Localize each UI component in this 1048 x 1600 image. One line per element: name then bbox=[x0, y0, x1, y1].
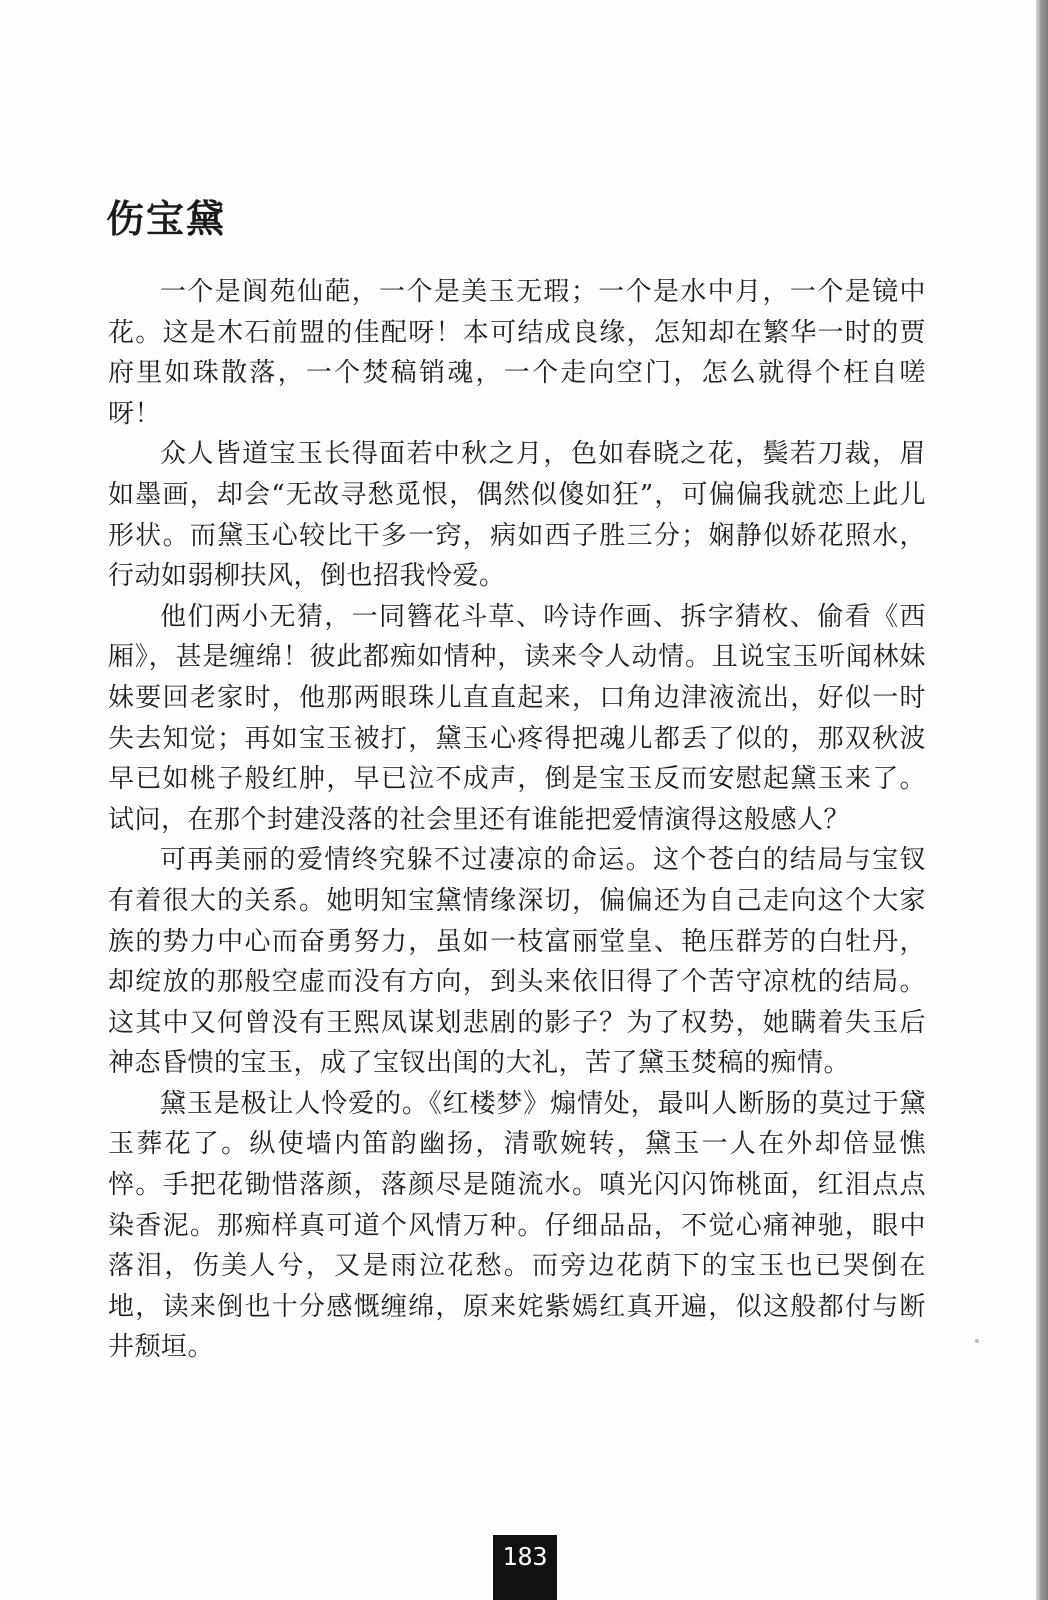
scan-speck bbox=[975, 1339, 979, 1343]
page-number: 183 bbox=[493, 1535, 557, 1600]
paragraph: 一个是阆苑仙葩，一个是美玉无瑕；一个是水中月，一个是镜中花。这是木石前盟的佳配呀！本可结成良缘，怎知却在繁华一时的贾府里如珠散落，一个焚稿销魂，一个走向空门，怎么就得个枉自嗟呀！ bbox=[108, 277, 926, 429]
paragraph: 黛玉是极让人怜爱的。《红楼梦》煽情处，最叫人断肠的莫过于黛玉葬花了。纵使墙内笛韵幽扬，清歌婉转，黛玉一人在外却倍显憔悴。手把花锄惜落颜，落颜尽是随流水。嗔光闪闪饰桃面，红泪点点染香泥。那痴样真可道个风情万种。仔细品品，不觉心痛神驰，眼中落泪，伤美人兮，又是雨泣花愁。而旁边花荫下的宝玉也已哭倒在地，读来倒也十分感慨缠绵，原来姹紫嫣红真开遍，似这般都付与断井颓垣。 bbox=[108, 1088, 926, 1363]
page-edge-shadow bbox=[1036, 0, 1048, 1600]
article-body bbox=[108, 272, 926, 1368]
paragraph: 可再美丽的爱情终究躲不过凄凉的命运。这个苍白的结局与宝钗有着很大的关系。她明知宝黛情缘深切，偏偏还为自己走向这个大家族的势力中心而奋勇努力，虽如一枝富丽堂皇、艳压群芳的白牡丹，却绽放的那般空虚而没有方向，到头来依旧得了个苦守凉枕的结局。这其中又何曾没有王熙凤谋划悲剧的影子？为了权势，她瞒着失玉后神态昏愦的宝玉，成了宝钗出闺的大礼，苦了黛玉焚稿的痴情。 bbox=[108, 845, 926, 1079]
paragraph: 他们两小无猜，一同簪花斗草、吟诗作画、拆字猜枚、偷看《西厢》，甚是缠绵！彼此都痴如情种，读来令人动情。且说宝玉听闻林妹妹要回老家时，他那两眼珠儿直直起来，口角边津液流出，好似一时失去知觉；再如宝玉被打，黛玉心疼得把魂儿都丢了似的，那双秋波早已如桃子般红肿，早已泣不成声，倒是宝玉反而安慰起黛玉来了。试问，在那个封建没落的社会里还有谁能把爱情演得这般感人？ bbox=[108, 601, 926, 835]
page-title: 伤宝黛 bbox=[106, 197, 227, 241]
paragraph: 众人皆道宝玉长得面若中秋之月，色如春晓之花，鬓若刀裁，眉如墨画，却会“无故寻愁觅恨，偶然似傻如狂”，可偏偏我就恋上此儿形状。而黛玉心较比干多一窍，病如西子胜三分；娴静似娇花照水，行动如弱柳扶风，倒也招我怜爱。 bbox=[108, 439, 926, 592]
